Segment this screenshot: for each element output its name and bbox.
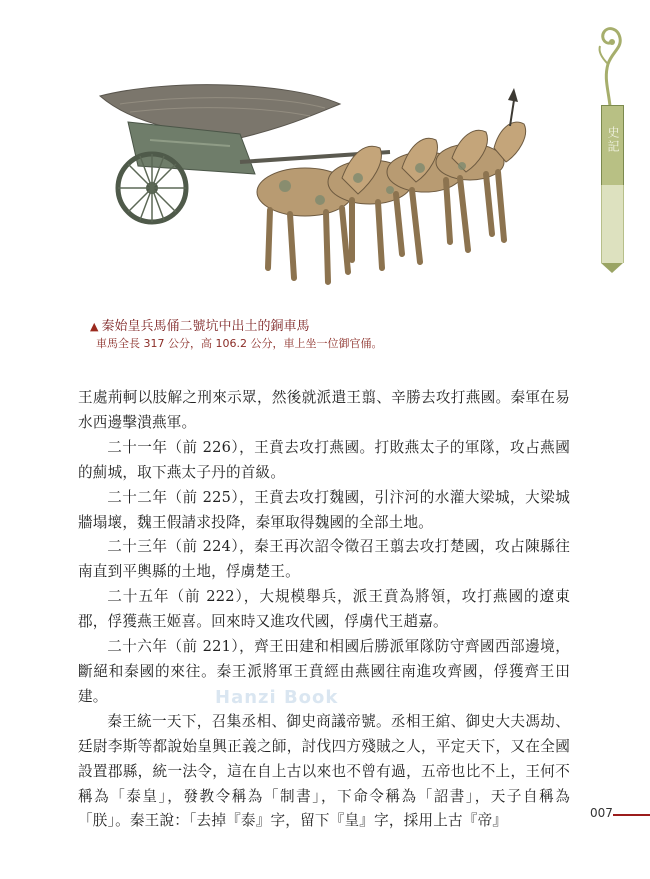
paragraph: 秦王統一天下，召集丞相、御史商議帝號。丞相王綰、御史大夫馮劫、廷尉李斯等都說始皇興正義之師，討伐四方殘賊之人，平定天下，又在全國設置郡縣，統一法令，這在自上古以來也不曾有過，五帝也比不上，王何不稱為「泰皇」，發教令稱為「制書」，下命令稱為「詔書」，天子自稱為「朕」。秦王說：「去掉『泰』字，留下『皇』字，採用上古『帝』 (78, 712, 570, 830)
paragraph: 二十二年（前 225），王賁去攻打魏國，引汴河的水灌大梁城，大梁城牆塌壞，魏王假請求投降，秦軍取得魏國的全部土地。 (78, 488, 570, 531)
caption-subtitle: 車馬全長 317 公分，高 106.2 公分，車上坐一位御官俑。 (96, 337, 383, 350)
paragraph: 二十六年（前 221），齊王田建和相國后勝派軍隊防守齊國西部邊境，斷絕和秦國的來往。秦王派將軍王賁經由燕國往南進攻齊國，俘獲齊王田建。 (78, 638, 570, 705)
caption-title: 秦始皇兵馬俑二號坑中出土的銅車馬 (101, 319, 310, 334)
scroll-ornament-icon (594, 18, 624, 108)
chapter-tab-label: 史記 (606, 126, 620, 154)
paragraph: 二十一年（前 226），王賁去攻打燕國。打敗燕太子的軍隊，攻占燕國的薊城，取下燕太子丹的首級。 (78, 438, 570, 481)
caption-title-line (90, 318, 510, 336)
triangle-icon: ▲ (90, 320, 99, 333)
paragraph: 王處荊軻以肢解之刑來示眾，然後就派遣王翦、辛勝去攻打燕國。秦軍在易水西邊擊潰燕軍。 (78, 389, 570, 431)
figure-caption (90, 318, 510, 352)
body-text (78, 386, 570, 834)
watermark: Hanzi Book (215, 687, 339, 708)
chapter-tab[interactable] (601, 105, 624, 187)
bronze-chariot-photo (90, 82, 540, 312)
down-arrow-icon (601, 263, 623, 273)
paragraph: 二十三年（前 224），秦王再次詔令徵召王翦去攻打楚國，攻占陳縣往南直到平輿縣的土地，俘虜楚王。 (78, 538, 570, 581)
chapter-tab-strip (601, 185, 624, 263)
page-number: 007 (590, 806, 613, 820)
paragraph: 二十五年（前 222），大規模舉兵，派王賁為將領，攻打燕國的遼東郡，俘獲燕王姬喜。回來時又進攻代國，俘虜代王趙嘉。 (78, 588, 570, 631)
page-number-rule (613, 814, 650, 816)
